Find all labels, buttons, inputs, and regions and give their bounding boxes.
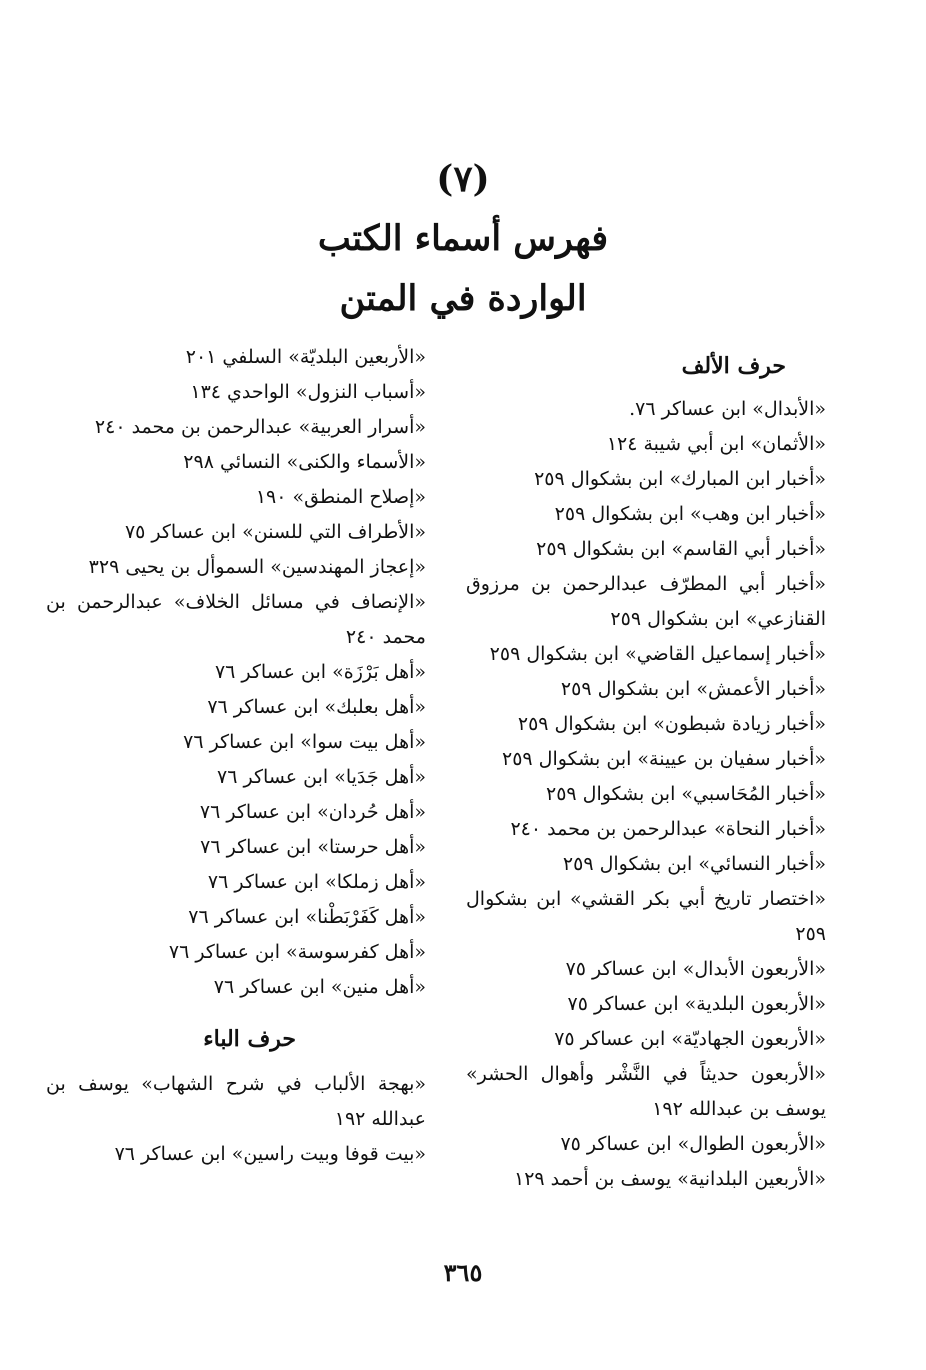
list-item: «أخبار زيادة شبطون» ابن بشكوال ٢٥٩ — [517, 713, 826, 735]
list-item: «الإنصاف في مسائل الخلاف» عبدالرحمن بن محمد ٢٤٠ — [46, 591, 426, 648]
list-item: «أخبار ابن وهب» ابن بشكوال ٢٥٩ — [554, 503, 826, 525]
list-item: «أهل بعلبك» ابن عساكر ٧٦ — [207, 696, 426, 718]
list-item: «الأربعون الأبدال» ابن عساكر ٧٥ — [565, 958, 826, 980]
list-item: «أهل كفرسوسة» ابن عساكر ٧٦ — [168, 941, 426, 963]
page-number: ٣٦٥ — [443, 1258, 483, 1287]
list-item: «أخبار سفيان بن عيينة» ابن بشكوال ٢٥٩ — [502, 748, 826, 770]
list-item: «أسرار العربية» عبدالرحمن بن محمد ٢٤٠ — [94, 416, 426, 438]
list-item: «أهل جَدَيا» ابن عساكر ٧٦ — [217, 766, 426, 788]
list-item: «الأربعين البلديّة» السلفي ٢٠١ — [185, 346, 426, 368]
list-item: «أهل زملكا» ابن عساكر ٧٦ — [207, 871, 426, 893]
right-column — [466, 340, 826, 1197]
list-item: «بيت قوفا وبيت راسين» ابن عساكر ٧٦ — [114, 1143, 426, 1165]
index-number: (٧) — [436, 158, 490, 200]
list-item: «أخبار الأعمش» ابن بشكوال ٢٥٩ — [560, 678, 826, 700]
list-item: «أهل حرستا» ابن عساكر ٧٦ — [200, 836, 426, 858]
list-item: «أخبار النسائي» ابن بشكوال ٢٥٩ — [562, 853, 826, 875]
list-item: «إعجاز المهندسين» السموأل بن يحيى ٣٢٩ — [88, 556, 426, 578]
list-item: «اختصار تاريخ أبي بكر القشي» ابن بشكوال ٢٥٩ — [466, 888, 826, 945]
list-item: «الأبدال» ابن عساكر ٧٦. — [629, 398, 826, 420]
list-item: «أخبار المُحَاسبي» ابن بشكوال ٢٥٩ — [545, 783, 826, 805]
list-item: «أخبار النحاة» عبدالرحمن بن محمد ٢٤٠ — [510, 818, 826, 840]
list-item: «أهل كَفَرْبَطْنا» ابن عساكر ٧٦ — [188, 906, 426, 928]
list-item: «الأربعون البلدية» ابن عساكر ٧٥ — [567, 993, 826, 1015]
list-item: «أهل بيت سوا» ابن عساكر ٧٦ — [183, 731, 426, 753]
list-item: «أسباب النزول» الواحدي ١٣٤ — [190, 381, 426, 403]
list-item: «بهجة الألباب في شرح الشهاب» يوسف بن عبدالله ١٩٢ — [46, 1073, 426, 1130]
left-column — [46, 340, 426, 1172]
index-title: فهرس أسماء الكتب — [317, 218, 609, 259]
list-item: «أخبار إسماعيل القاضي» ابن بشكوال ٢٥٩ — [489, 643, 826, 665]
list-item: «الأربعين البلدانية» يوسف بن أحمد ١٢٩ — [514, 1168, 826, 1190]
list-item: «أخبار أبي القاسم» ابن بشكوال ٢٥٩ — [536, 538, 826, 560]
section-title-ba: حرف الباء — [203, 1026, 296, 1052]
list-item: «أهل حُردان» ابن عساكر ٧٦ — [199, 801, 426, 823]
list-item: «أخبار ابن المبارك» ابن بشكوال ٢٥٩ — [534, 468, 826, 490]
list-item: «الأربعون الطوال» ابن عساكر ٧٥ — [560, 1133, 826, 1155]
list-item: «أخبار أبي المطرّف عبدالرحمن بن مرزوق القنازعي» ابن بشكوال ٢٥٩ — [466, 573, 826, 630]
list-item: «أهل منين» ابن عساكر ٧٦ — [213, 976, 426, 998]
list-item: «الأربعون الجهاديّة» ابن عساكر ٧٥ — [554, 1028, 826, 1050]
list-item: «أهل بَرْزَة» ابن عساكر ٧٦ — [214, 661, 426, 683]
list-item: «الأثمان» ابن أبي شيبة ١٢٤ — [606, 433, 826, 455]
section-title-alif: حرف الألف — [681, 353, 786, 379]
index-subtitle: الواردة في المتن — [339, 278, 587, 319]
list-item: «الأسماء والكنى» النسائي ٢٩٨ — [183, 451, 426, 473]
list-item: «الأربعون حديثاً في النَّشْر وأهوال الحشر» يوسف بن عبدالله ١٩٢ — [466, 1063, 826, 1120]
list-item: «الأطراف التي للسنن» ابن عساكر ٧٥ — [124, 521, 426, 543]
list-item: «إصلاح المنطق» ١٩٠ — [255, 486, 426, 508]
